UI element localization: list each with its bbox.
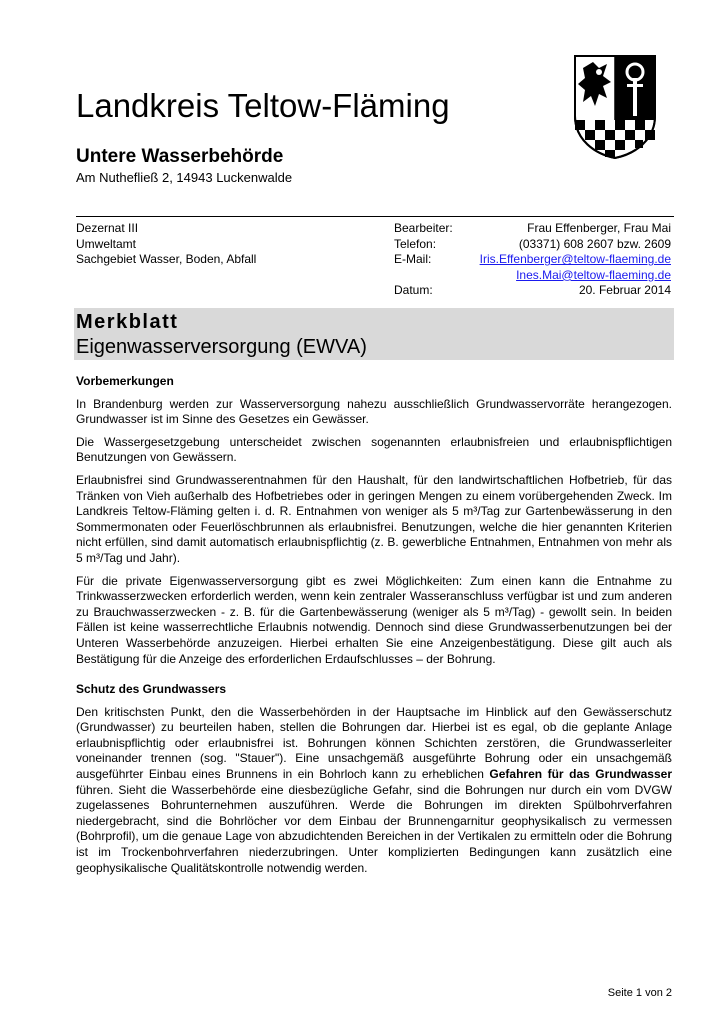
email-link-effenberger[interactable]: Iris.Effenberger@teltow-flaeming.de <box>479 252 671 267</box>
document-title: Merkblatt <box>76 311 179 333</box>
datum-value: 20. Februar 2014 <box>578 283 671 298</box>
office-info <box>76 221 256 268</box>
department-title: Untere Wasserbehörde <box>76 146 284 167</box>
emphasis-text: Gefahren für das Grundwasser <box>489 767 672 782</box>
paragraph-text: führen. Sieht die Wasserbehörde eine diesbezügliche Gefahr, sind die Bohrungen nur durch ein vom DVGW zugelassenes Bohrunternehmen auszuführen. Werde die Bohrungen im direkten Spülbohrverfahren niedergebracht, sind die Bohrlöcher vor dem Einbau der Brunnengarnitur geophysikalisch zu vermessen (Bohrprofil), um die genaue Lage von abzudichtenden Bereichen in der Vertikalen zu ermitteln oder die Bohrung ist im Trockenbohrverfahren niederzubringen. Unter komplizierten Bedingungen kann zusätzlich eine geophysikalische Qualitätskontrolle notwendig werden. <box>76 782 672 875</box>
paragraph: Erlaubnisfrei sind Grundwasserentnahmen für den Haushalt, für den landwirtschaftlichen Hofbetrieb, für das Tränken von Vieh außerhalb des Hofbetriebes oder in geringen Mengen zu einem vorübergehenden Zweck. Im Landkreis Teltow-Fläming gelten i. d. R. Entnahmen von weniger als 5 m³/Tag zur Gartenbewässerung in den Sommermonaten oder Feuerlöschbrunnen als erlaubnisfrei. Benutzungen, welche die hier genannten Kriterien nicht erfüllen, sind damit automatisch erlaubnispflichtig (z. B. gewerbliche Entnahmen, Entnahmen von mehr als 5 m³/Tag und Jahr). <box>76 472 672 565</box>
office-department: Umweltamt <box>76 236 137 251</box>
paragraph: Für die private Eigenwasserversorgung gibt es zwei Möglichkeiten: Zum einen kann die Entnahme zu Trinkwasserzwecken erforderlich werden, wenn kein zentraler Wasseranschluss verfügbar ist und zum anderen zu Brauchwasserzwecken - z. B. für die Gartenbewässerung (weniger als 5 m³/Tag) - gewollt sein. In beiden Fällen ist keine wasserrechtliche Erlaubnis notwendig. Dennoch sind diese Grundwasserbenutzungen bei der Unteren Wasserbehörde anzuzeigen. Hierbei erhalten Sie eine Anzeigenbestätigung. Diese gilt auch als Bestätigung für die Anzeige des erforderlichen Erdaufschlusses – der Bohrung. <box>76 573 672 666</box>
office-section: Sachgebiet Wasser, Boden, Abfall <box>76 252 257 267</box>
page-number: Seite 1 von 2 <box>607 987 672 999</box>
document-subtitle: Eigenwasserversorgung (EWVA) <box>76 336 367 358</box>
bearbeiter-value: Frau Effenberger, Frau Mai <box>527 221 671 235</box>
email-link-mai[interactable]: Ines.Mai@teltow-flaeming.de <box>516 267 671 282</box>
document-body <box>76 374 672 883</box>
office-division: Dezernat III <box>76 221 139 235</box>
paragraph: In Brandenburg werden zur Wasserversorgung nahezu ausschließlich Grundwasservorräte herangezogen. Grundwasser ist im Sinne des Gesetzes ein Gewässer. <box>76 396 672 427</box>
telefon-label: Telefon: <box>394 236 437 251</box>
section-heading-schutz: Schutz des Grundwassers <box>76 682 227 697</box>
telefon-value: (03371) 608 2607 bzw. 2609 <box>518 236 671 251</box>
section-heading-vorbemerkungen: Vorbemerkungen <box>76 374 174 388</box>
document-title-box <box>74 308 674 360</box>
paragraph: Die Wassergesetzgebung unterscheidet zwischen sogenannten erlaubnisfreien und erlaubnispflichtigen Benutzungen von Gewässern. <box>76 434 672 465</box>
header-divider <box>76 216 674 217</box>
contact-info <box>394 221 671 299</box>
bearbeiter-label: Bearbeiter: <box>394 221 453 235</box>
paragraph <box>76 705 672 877</box>
email-label: E-Mail: <box>394 252 432 267</box>
organization-title: Landkreis Teltow-Fläming <box>76 87 450 124</box>
department-address: Am Nuthefließ 2, 14943 Luckenwalde <box>76 170 293 185</box>
datum-label: Datum: <box>394 283 433 298</box>
paragraph-text: Den kritischsten Punkt, den die Wasserbehörden in der Hauptsache im Hinblick auf den Gewässerschutz (Grundwasser) zu beurteilen haben, stellen die Bohrungen dar. Hierbei ist es egal, ob die geplante Anlage erlaubnispflichtig oder erlaubnisfrei ist. Bohrungen können Schichten zerstören, die Grundwasserleiter voneinander trennen (sog. "Stauer"). Eine unsachgemäß ausgeführte Bohrung oder ein unsachgemäß ausgeführter Einbau eines Brunnens in ein Bohrloch kann zu erheblichen <box>76 704 672 782</box>
coat-of-arms-icon <box>573 54 657 160</box>
